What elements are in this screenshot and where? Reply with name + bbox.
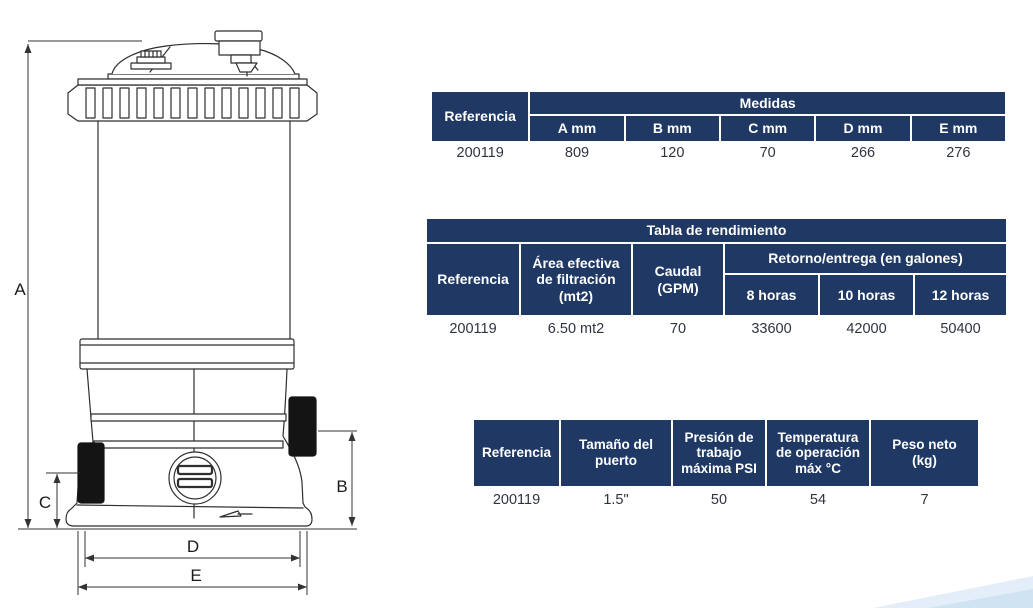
rendimiento-referencia: 200119 (427, 317, 519, 340)
lid-flange (108, 74, 299, 79)
inlet-port (78, 443, 104, 503)
medidas-value-e: 276 (912, 143, 1005, 163)
dim-label-d: D (186, 537, 200, 556)
spec-puerto: 1.5" (561, 488, 671, 512)
especificaciones-table (472, 418, 980, 514)
medidas-value-a: 809 (530, 143, 623, 163)
medidas-col-d: D mm (816, 116, 909, 141)
medidas-col-b: B mm (626, 116, 719, 141)
spec-ref-header: Referencia (474, 420, 559, 486)
dim-label-e: E (190, 566, 202, 585)
rendimiento-value-8h: 33600 (725, 317, 818, 340)
medidas-col-e: E mm (912, 116, 1005, 141)
gauge (169, 452, 221, 504)
rendimiento-value-10h: 42000 (820, 317, 913, 340)
rendimiento-retorno-header: Retorno/entrega (en galones) (725, 244, 1006, 273)
lock-ring (68, 79, 317, 121)
rendimiento-ref-header: Referencia (427, 244, 519, 315)
cage-rail (94, 441, 283, 448)
filter-diagram (0, 0, 420, 608)
medidas-table (430, 90, 1007, 165)
rendimiento-data-row (427, 317, 1006, 340)
dim-label-c: C (38, 493, 52, 512)
corner-swoosh (843, 572, 1033, 608)
outlet-port (289, 397, 316, 456)
medidas-group-header: Medidas (530, 92, 1005, 114)
medidas-referencia: 200119 (432, 143, 528, 163)
spec-peso: 7 (871, 488, 978, 512)
rendimiento-caudal-header: Caudal (GPM) (633, 244, 723, 315)
medidas-value-b: 120 (626, 143, 719, 163)
rendimiento-value-12h: 50400 (915, 317, 1006, 340)
spec-puerto-header: Tamaño del puerto (561, 420, 671, 486)
rendimiento-caudal: 70 (633, 317, 723, 340)
medidas-ref-header: Referencia (432, 92, 528, 141)
medidas-col-c: C mm (721, 116, 814, 141)
rendimiento-col-8h: 8 horas (725, 275, 818, 315)
especificaciones-data-row (474, 488, 978, 512)
spec-temperatura-header: Temperatura de operación máx °C (767, 420, 869, 486)
medidas-col-a: A mm (530, 116, 623, 141)
medidas-value-c: 70 (721, 143, 814, 163)
dim-label-b: B (336, 477, 348, 496)
spec-temperatura: 54 (767, 488, 869, 512)
spec-peso-header: Peso neto (kg) (871, 420, 978, 486)
rendimiento-area: 6.50 mt2 (521, 317, 631, 340)
rendimiento-col-12h: 12 horas (915, 275, 1006, 315)
medidas-value-d: 266 (816, 143, 909, 163)
medidas-data-row (432, 143, 1005, 163)
clamp-band (80, 339, 294, 369)
rendimiento-area-header: Área efectiva de filtración (mt2) (521, 244, 631, 315)
spec-presion: 50 (673, 488, 765, 512)
rendimiento-col-10h: 10 horas (820, 275, 913, 315)
rendimiento-table (425, 217, 1008, 342)
spec-presion-header: Presión de trabajo máxima PSI (673, 420, 765, 486)
cage-rail (91, 414, 286, 421)
dim-label-a: A (14, 280, 26, 299)
tank-body (98, 121, 290, 339)
spec-referencia: 200119 (474, 488, 559, 512)
rendimiento-title: Tabla de rendimiento (427, 219, 1006, 242)
